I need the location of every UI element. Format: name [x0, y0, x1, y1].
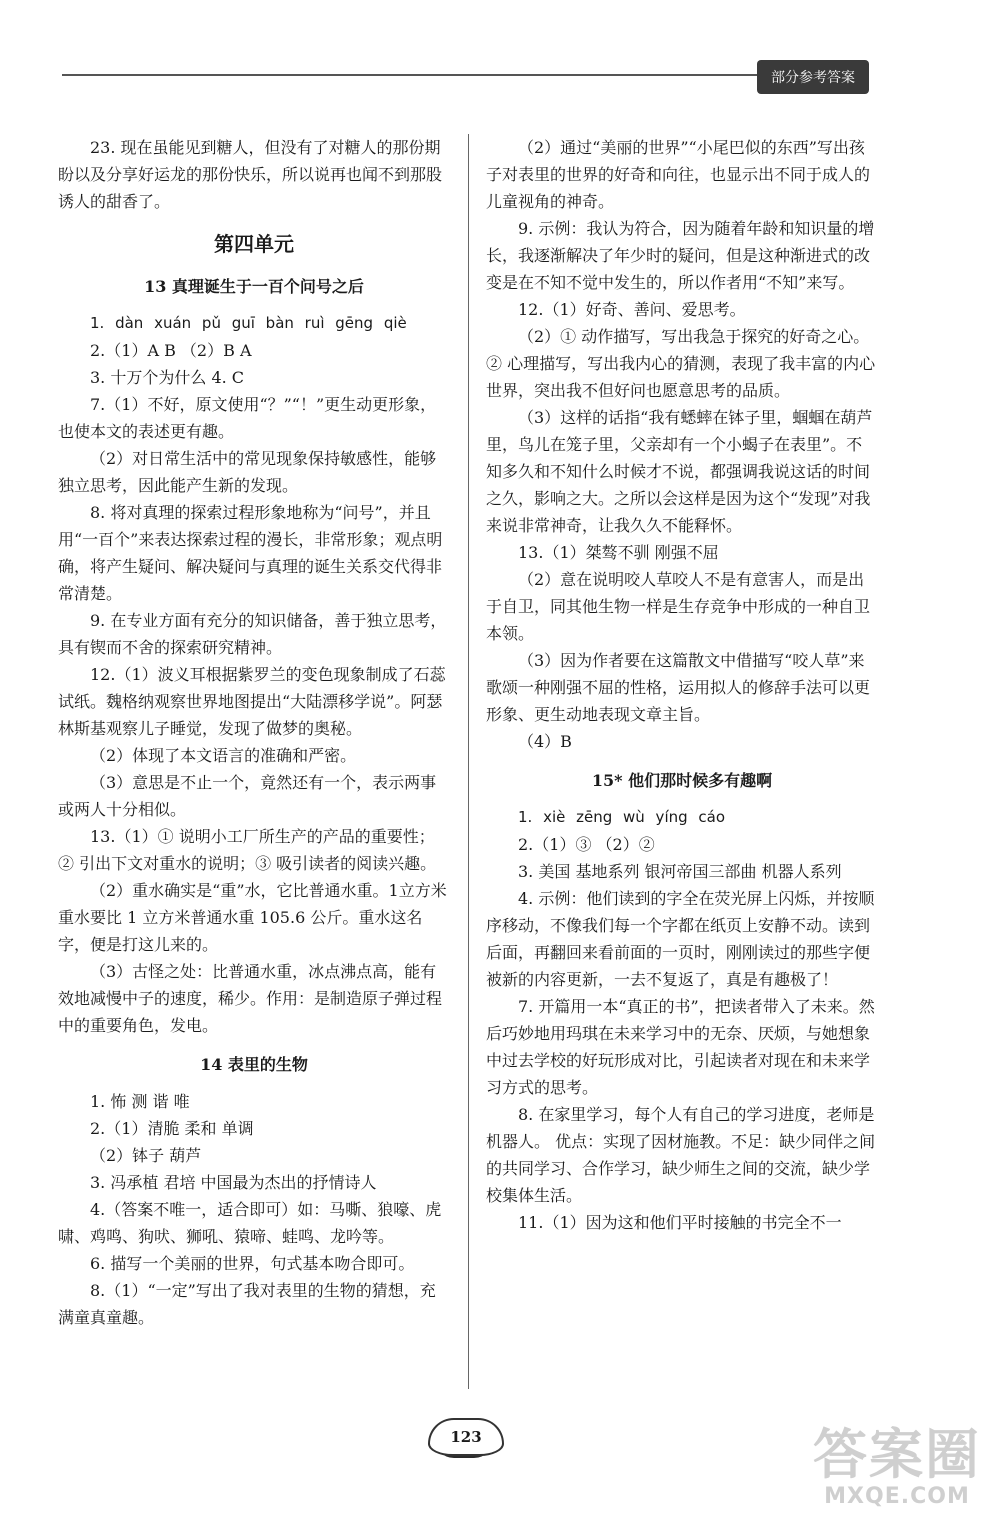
l15-answer-2: 2.（1）③ （2）② [518, 835, 655, 854]
header-rule [62, 74, 762, 76]
right-column [486, 134, 878, 1236]
lesson-14-title: 14 表里的生物 [200, 1055, 308, 1074]
l14-answer-8b: （2）通过“美丽的世界”“小尾巴似的东西”写出孩子对表里的世界的好奇和向往，也显示出不同于成人的儿童视角的神奇。 [486, 138, 871, 211]
watermark [808, 1423, 986, 1521]
l14-answer-2a: 2.（1）清脆 柔和 单调 [90, 1119, 254, 1138]
l13-answer-13c: （3）古怪之处：比普通水重，冰点沸点高，能有效地减慢中子的速度，稀少。作用：是制造原子弹过程中的重要角色，发电。 [58, 962, 443, 1035]
watermark-url: MXQE.COM [824, 1484, 970, 1509]
l14-answer-13d: （4）B [518, 732, 572, 751]
l13-answer-12c: （3）意思是不止一个，竟然还有一个，表示两事或两人十分相似。 [58, 773, 437, 819]
l13-answer-1: 1. dàn xuán pǔ guī bàn ruì gēng qiè [90, 314, 407, 332]
l14-answer-13a: 13.（1）桀骜不驯 刚强不屈 [518, 543, 719, 562]
l13-answer-8: 8. 将对真理的探索过程形象地称为“问号”，并且用“一百个”来表达探索过程的漫长，非常形象；观点明确，将产生疑问、解决疑问与真理的诞生关系交代得非常清楚。 [58, 503, 443, 603]
l15-answer-1: 1. xiè zēng wù yíng cáo [518, 808, 726, 826]
lesson-15-title: 15* 他们那时候多有趣啊 [591, 771, 773, 790]
l13-answer-2: 2.（1）A B （2）B A [90, 341, 252, 360]
l14-answer-6: 6. 描写一个美丽的世界，句式基本吻合即可。 [90, 1254, 415, 1273]
l14-answer-12a: 12.（1）好奇、善问、爱思考。 [518, 300, 746, 319]
l15-answer-4: 4. 示例：他们读到的字全在荧光屏上闪烁，并按顺序移动，不像我们每一个字都在纸页上安静不动。读到后面，再翻回来看前面的一页时，刚刚读过的那些字便被新的内容更新，一去不复返了，真是有趣极了！ [486, 889, 875, 989]
l14-answer-3: 3. 冯承植 君培 中国最为杰出的抒情诗人 [90, 1173, 377, 1192]
l14-answer-1: 1. 怖 测 谐 唯 [90, 1092, 190, 1111]
lesson-13-title: 13 真理诞生于一百个问号之后 [144, 277, 364, 296]
left-column [58, 134, 450, 1331]
l14-answer-13c: （3）因为作者要在这篇散文中借描写“咬人草”来歌颂一种刚强不屈的性格，运用拟人的修辞手法可以更形象、更生动地表现文章主旨。 [486, 651, 871, 724]
l15-answer-3: 3. 美国 基地系列 银河帝国三部曲 机器人系列 [518, 862, 842, 881]
l13-answer-13a: 13.（1）① 说明小工厂所生产的产品的重要性；② 引出下文对重水的说明；③ 吸引读者的阅读兴趣。 [58, 827, 437, 873]
l13-answer-12a: 12.（1）波义耳根据紫罗兰的变色现象制成了石蕊试纸。魏格纳观察世界地图提出“大陆漂移学说”。阿瑟林斯基观察儿子睡觉，发现了做梦的奥秘。 [58, 665, 446, 738]
l13-answer-7b: （2）对日常生活中的常见现象保持敏感性，能够独立思考，因此能产生新的发现。 [58, 449, 437, 495]
l14-answer-12b: （2）① 动作描写，写出我急于探究的好奇之心。② 心理描写，写出我内心的猜测，表现了我丰富的内心世界，突出我不但好问也愿意思考的品质。 [486, 327, 876, 400]
l15-answer-11: 11.（1）因为这和他们平时接触的书完全不一 [518, 1213, 842, 1232]
column-divider [468, 134, 469, 1389]
l15-answer-8: 8. 在家里学习，每个人有自己的学习进度，老师是机器人。 优点：实现了因材施教。不足：缺少同伴之间的共同学习、合作学习，缺少师生之间的交流，缺少学校集体生活。 [486, 1105, 876, 1205]
page-number: 123 [428, 1418, 504, 1456]
l14-answer-12c: （3）这样的话指“我有蟋蟀在钵子里，蝈蝈在葫芦里，鸟儿在笼子里，父亲却有一个小蝎子在表里”。不知多久和不知什么时候才不说，都强调我说这话的时间之久，影响之大。之所以会这样是因为这个“发现”对我来说非常神奇，让我久久不能释怀。 [486, 408, 873, 535]
l14-answer-9: 9. 示例：我认为符合，因为随着年龄和知识量的增长，我逐渐解决了年少时的疑问，但是这种渐进式的改变是在不知不觉中发生的，所以作者用“不知”来写。 [486, 219, 875, 292]
l13-answer-3: 3. 十万个为什么 4. C [90, 368, 245, 387]
unit-title: 第四单元 [214, 232, 294, 256]
l13-answer-7a: 7.（1）不好，原文使用“？”“！”更生动更形象，也使本文的表述更有趣。 [58, 395, 437, 441]
header-section-tab: 部分参考答案 [757, 60, 869, 94]
l13-answer-9: 9. 在专业方面有充分的知识储备，善于独立思考，具有锲而不舍的探索研究精神。 [58, 611, 447, 657]
l13-answer-13b: （2）重水确实是“重”水，它比普通水重。1立方米重水要比 1 立方米普通水重 105.6 公斤。重水这名字，便是打这儿来的。 [58, 881, 447, 954]
answer-23: 23. 现在虽能见到糖人，但没有了对糖人的那份期盼以及分享好运龙的那份快乐，所以说再也闻不到那股诱人的甜香了。 [58, 138, 443, 211]
l13-answer-12b: （2）体现了本文语言的准确和严密。 [90, 746, 357, 765]
l14-answer-2b: （2）钵子 葫芦 [90, 1146, 202, 1165]
l14-answer-13b: （2）意在说明咬人草咬人不是有意害人，而是出于自卫，同其他生物一样是生存竞争中形成的一种自卫本领。 [486, 570, 871, 643]
l14-answer-4: 4.（答案不唯一，适合即可）如：马嘶、狼嚎、虎啸、鸡鸣、狗吠、狮吼、猿啼、蛙鸣、龙吟等。 [58, 1200, 442, 1246]
l14-answer-8a: 8.（1）“一定”写出了我对表里的生物的猜想，充满童真童趣。 [58, 1281, 436, 1327]
l15-answer-7: 7. 开篇用一本“真正的书”，把读者带入了未来。然后巧妙地用玛琪在未来学习中的无奈、厌烦，与她想象中过去学校的好玩形成对比，引起读者对现在和未来学习方式的思考。 [486, 997, 875, 1097]
watermark-logo-text: 答案圈 [813, 1423, 981, 1486]
